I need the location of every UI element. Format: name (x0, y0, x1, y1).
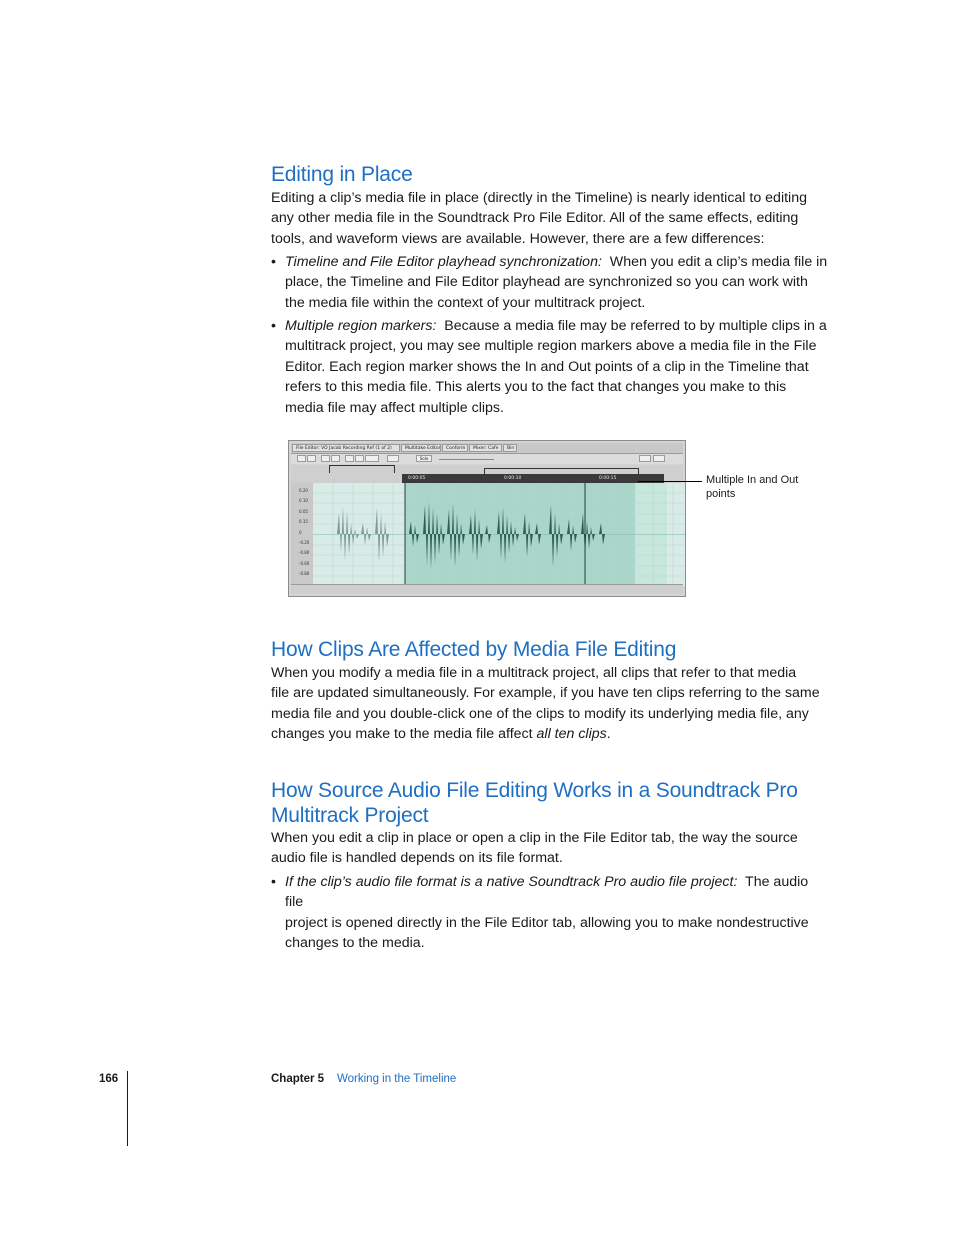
text-line: any other media file in the Soundtrack Pro File Editor. All of the same effects, editing (271, 210, 799, 227)
stamp-tool-icon (355, 455, 364, 462)
file-editor-screenshot (288, 440, 686, 597)
view-icon (387, 455, 399, 462)
zoom-tool-icon (365, 455, 379, 462)
text-line: media file may affect multiple clips. (285, 399, 504, 416)
text-line: refers to this media file. This alerts you to the fact that changes you make to this (285, 379, 787, 396)
scale-label: 0.05 (299, 509, 308, 514)
text-line: multitrack project, you may see multiple region markers above a media file in the File (285, 338, 817, 355)
scale-label: -0.60 (299, 561, 310, 566)
solo-button: Solo (416, 455, 432, 462)
bullet-dot: • (271, 318, 276, 334)
scale-label: -0.20 (299, 540, 310, 545)
text-line: project is opened directly in the File Editor tab, allowing you to make nondestructive (285, 914, 809, 931)
pencil-tool-icon (321, 455, 330, 462)
region-marker-1 (329, 465, 395, 473)
amplitude-scale (291, 483, 314, 586)
text-line: When you edit a clip’s media file in (609, 254, 828, 270)
callout-leader-line (638, 481, 702, 482)
text-line: file are updated simultaneously. For example, if you have ten clips referring to the same (271, 685, 820, 702)
scale-label: 0 (299, 530, 302, 535)
text-line: When you modify a media file in a multitrack project, all clips that refer to that media (271, 665, 797, 681)
text-line: The audio file (285, 874, 809, 911)
text-line: When you edit a clip in place or open a clip in the File Editor tab, the way the source (271, 830, 798, 846)
scale-label: -0.80 (299, 550, 310, 555)
callout-text: Multiple In and Out (706, 474, 799, 486)
text-line: place, the Timeline and File Editor playhead are synchronized so you can work with (285, 274, 808, 291)
marquee-tool-icon (331, 455, 340, 462)
settings-icon (639, 455, 651, 462)
waveform-display (313, 483, 685, 586)
footer-divider (127, 1071, 128, 1146)
scale-label: 0.10 (299, 498, 308, 503)
chapter-label: Chapter 5 (271, 1073, 325, 1085)
time-label: 0:00:15 (599, 476, 617, 481)
source-audio-paragraph (271, 828, 831, 869)
scale-label: -0.80 (299, 571, 310, 576)
tab-multitake-editor: Multitake Editor (401, 444, 441, 452)
tab-conform: Conform (442, 444, 468, 452)
bullet-dot: • (271, 874, 276, 890)
text-line: changes to the media. (285, 935, 425, 952)
time-display-bar (402, 474, 664, 483)
time-label: 0:00:10 (504, 476, 522, 481)
intro-paragraph (271, 188, 831, 249)
tab-mixer: Mixer: Cafe (469, 444, 502, 452)
text-line: Editing a clip’s media file in place (directly in the Timeline) is nearly identical to editing (271, 190, 807, 206)
bullet-lead: If the clip’s audio file format is a native Soundtrack Pro audio file project: (285, 874, 738, 890)
chapter-title: Working in the Timeline (337, 1073, 457, 1085)
clips-affected-paragraph (271, 663, 831, 745)
layout-icon (653, 455, 665, 462)
editor-tab-bar (291, 443, 683, 454)
editor-toolbar (291, 454, 683, 464)
text-line: tools, and waveform views are available. However, there are a few differences: (271, 230, 765, 247)
text-line: Editor. Each region marker shows the In and Out points of a clip in the Timeline that (285, 358, 809, 375)
tab-bin: Bin (503, 444, 517, 452)
text-line: audio file is handled depends on its file format. (271, 850, 563, 867)
text-line: media file and you double-click one of the clips to modify its underlying media file, any (271, 705, 809, 722)
callout-text: points (706, 488, 736, 500)
page-number: 166 (99, 1073, 119, 1085)
lift-tool-icon (345, 455, 354, 462)
arrow-tool-icon (297, 455, 306, 462)
editor-status-bar (291, 584, 683, 594)
bullet-lead: Multiple region markers: (285, 318, 437, 334)
scale-label: 0.15 (299, 519, 308, 524)
text-line: changes you make to the media file affect all ten clips. (271, 726, 611, 743)
timeslice-tool-icon (307, 455, 316, 462)
bullet-lead: Timeline and File Editor playhead synchronization: (285, 254, 602, 270)
scale-label: 0.20 (299, 488, 308, 493)
emphasis: all ten clips (536, 726, 607, 743)
text-line: Because a media file may be referred to by multiple clips in a (444, 318, 827, 334)
heading-editing-in-place: Editing in Place (271, 163, 413, 186)
heading-clips-affected: How Clips Are Affected by Media File Editing (271, 638, 677, 661)
bullet-dot: • (271, 254, 276, 270)
time-label: 0:00:05 (408, 476, 426, 481)
volume-slider (439, 459, 494, 460)
text-line: the media file within the context of your multitrack project. (285, 294, 646, 311)
figure-callout (706, 473, 816, 501)
tab-file-editor: File Editor: VO Jacob Recording Ref (1 of 2) (292, 444, 400, 452)
heading-source-audio: How Source Audio File Editing Works in a Soundtrack Pro Multitrack Project (271, 779, 798, 827)
